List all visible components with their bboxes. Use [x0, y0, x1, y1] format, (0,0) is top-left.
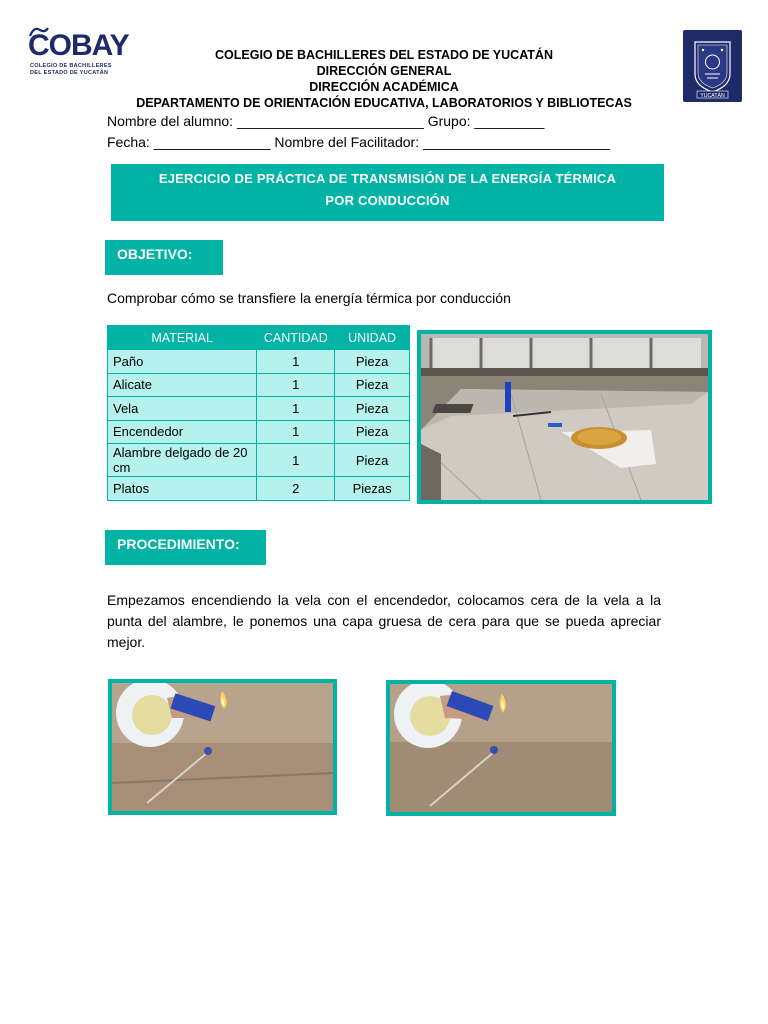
- table-header-row: [108, 326, 410, 350]
- material-cell: Platos: [108, 477, 257, 501]
- table-row: [108, 350, 410, 374]
- material-cell: Paño: [108, 350, 257, 374]
- quantity-cell: 1: [257, 444, 335, 477]
- exercise-title-line2: POR CONDUCCIÓN: [325, 193, 450, 208]
- procedure-photo-2-image: [390, 684, 612, 812]
- logo-subtitle: COLEGIO DE BACHILLERES DEL ESTADO DE YUCATÁN: [30, 63, 112, 76]
- materials-table: [107, 325, 410, 501]
- exercise-title-line1: EJERCICIO DE PRÁCTICA DE TRANSMISIÓN DE LA ENERGÍA TÉRMICA: [158, 171, 617, 186]
- unit-cell: Pieza: [335, 350, 410, 374]
- material-cell: Alicate: [108, 373, 257, 397]
- quantity-cell: 1: [257, 373, 335, 397]
- column-header-cantidad: CANTIDAD: [257, 326, 335, 350]
- table-row: [108, 444, 410, 477]
- objective-heading: OBJETIVO:: [105, 240, 223, 275]
- header-line-institution: COLEGIO DE BACHILLERES DEL ESTADO DE YUCATÁN: [215, 48, 553, 62]
- unit-cell: Pieza: [335, 397, 410, 421]
- column-header-unidad: UNIDAD: [335, 326, 410, 350]
- unit-cell: Pieza: [335, 373, 410, 397]
- column-header-material: MATERIAL: [108, 326, 257, 350]
- student-group-field: Nombre del alumno: ________________________ Grupo: _________: [107, 113, 545, 129]
- procedure-text: Empezamos encendiendo la vela con el encendedor, colocamos cera de la vela a la punta del alambre, le ponemos una capa gruesa de cera para que se pueda apreciar mejor.: [107, 592, 661, 650]
- procedure-photo-1-image: [112, 683, 333, 811]
- header-line-direction-general: DIRECCIÓN GENERAL: [316, 64, 452, 78]
- procedure-photo-2: [386, 680, 616, 816]
- table-row: [108, 420, 410, 444]
- seal-emblem-icon: [683, 30, 742, 102]
- materials-photo-image: [421, 334, 708, 500]
- unit-cell: Pieza: [335, 444, 410, 477]
- procedure-photo-1: [108, 679, 337, 815]
- material-cell: Alambre delgado de 20 cm: [108, 444, 257, 477]
- logo-name: COBAY: [28, 29, 129, 62]
- header-line-direction-academic: DIRECCIÓN ACADÉMICA: [309, 80, 459, 94]
- material-cell: Encendedor: [108, 420, 257, 444]
- table-row: [108, 397, 410, 421]
- unit-cell: Piezas: [335, 477, 410, 501]
- table-row: [108, 373, 410, 397]
- material-cell: Vela: [108, 397, 257, 421]
- header-line-department: DEPARTAMENTO DE ORIENTACIÓN EDUCATIVA, LABORATORIOS Y BIBLIOTECAS: [136, 96, 632, 110]
- procedure-heading: PROCEDIMIENTO:: [105, 530, 266, 565]
- unit-cell: Pieza: [335, 420, 410, 444]
- seal-label: YUCATÁN: [700, 92, 725, 99]
- yucatan-seal: [683, 30, 742, 102]
- materials-photo: [417, 330, 712, 504]
- table-row: [108, 477, 410, 501]
- objective-text: Comprobar cómo se transfiere la energía térmica por conducción: [107, 290, 511, 306]
- quantity-cell: 1: [257, 350, 335, 374]
- quantity-cell: 1: [257, 397, 335, 421]
- date-facilitator-field: Fecha: _______________ Nombre del Facilitador: ________________________: [107, 134, 610, 150]
- document-header: [100, 47, 668, 111]
- quantity-cell: 2: [257, 477, 335, 501]
- exercise-title: [111, 164, 664, 221]
- quantity-cell: 1: [257, 420, 335, 444]
